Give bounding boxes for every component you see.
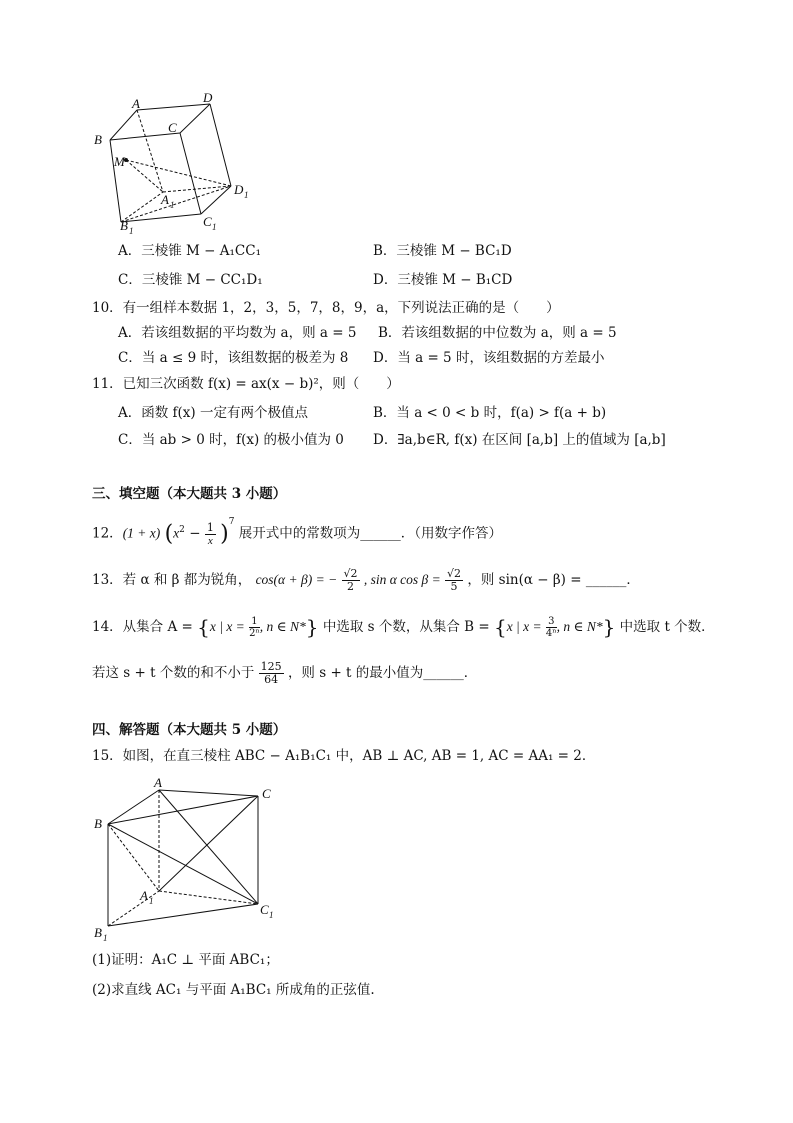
q10-stem: 10．有一组样本数据 1，2，3，5，7，8，9，a，下列说法正确的是（ ） — [92, 300, 560, 316]
q10-option-a: A．若该组数据的平均数为 a，则 a = 5 — [118, 325, 357, 341]
label-b1: B — [94, 925, 102, 940]
svg-text:1: 1 — [269, 910, 274, 920]
q9-figure — [88, 90, 268, 240]
q10-option-d: D．当 a = 5 时，该组数据的方差最小 — [373, 350, 605, 366]
section-4-title: 四、解答题（本大题共 5 小题） — [92, 722, 287, 738]
q11-option-c: C．当 ab > 0 时，f(x) 的极小值为 0 — [118, 432, 344, 448]
q10-option-b: B．若该组数据的中位数为 a，则 a = 5 — [378, 325, 617, 341]
q14-line1: 14．从集合 A = {x | x = $\frac{1}{\text{2ⁿ}}$ , n ∈ N*} 中选取 s 个数，从集合 B = {x | x = $\frac{3}{\text{4ⁿ}}$ , n ∈ N*} 中选取 t 个数． — [92, 615, 715, 639]
svg-text:1: 1 — [244, 190, 249, 200]
label-b: B — [94, 816, 102, 831]
label-a1: A — [140, 888, 148, 903]
q10-option-c: C．当 a ≤ 9 时，该组数据的极差为 8 — [118, 350, 349, 366]
q13: 13．若 α 和 β 都为锐角， cos(α + β) = − $\frac{√2}{2}$ , sin α cos β = $\frac{√2}{5}$ ，则 sin(α − β) = ______． — [92, 567, 640, 593]
svg-text:1: 1 — [212, 222, 217, 232]
q11-option-b: B．当 a < 0 < b 时，f(a) > f(a + b) — [373, 405, 607, 421]
label-d1: D — [234, 182, 244, 197]
svg-text:1: 1 — [103, 933, 108, 941]
label-a1: A — [161, 192, 169, 207]
label-b: B — [94, 132, 102, 147]
q15-part1: (1)证明：A₁C ⊥ 平面 ABC₁； — [92, 952, 279, 968]
q15-part2: (2)求直线 AC₁ 与平面 A₁BC₁ 所成角的正弦值. — [92, 982, 375, 998]
svg-text:1: 1 — [129, 226, 134, 236]
q14-line2: 若这 s + t 个数的和不小于 $\frac{125}{64}$ ，则 s + t 的最小值为______． — [92, 660, 478, 686]
q15-stem: 15．如图，在直三棱柱 ABC − A₁B₁C₁ 中，AB ⊥ AC, AB = 1, AC = AA₁ = 2． — [92, 748, 596, 764]
q11-option-a: A．函数 f(x) 一定有两个极值点 — [118, 405, 308, 421]
label-b1: B — [120, 218, 128, 233]
label-c: C — [168, 120, 177, 135]
label-c1: C — [203, 214, 212, 229]
q9-option-d: D．三棱锥 M − B₁CD — [373, 272, 513, 288]
section-3-title: 三、填空题（本大题共 3 小题） — [92, 486, 287, 502]
label-a: A — [154, 776, 162, 790]
label-c1: C — [260, 902, 269, 917]
q11-option-d: D．∃a,b∈R, f(x) 在区间 [a,b] 上的值域为 [a,b] — [373, 432, 666, 448]
q15-figure — [88, 776, 288, 941]
q12: 12．(1 + x) ($x^2$ − $\frac{1}{x}$ )$^7$ 展开式中的常数项为______．（用数字作答） — [92, 517, 502, 547]
q9-option-b: B．三棱锥 M − BC₁D — [373, 243, 512, 259]
q9-option-c: C．三棱锥 M − CC₁D₁ — [118, 272, 263, 288]
label-m: M — [114, 154, 125, 169]
label-c: C — [262, 786, 271, 801]
q9-option-a: A．三棱锥 M − A₁CC₁ — [118, 243, 261, 259]
svg-text:1: 1 — [170, 200, 175, 210]
q11-stem: 11．已知三次函数 f(x) = ax(x − b)²，则（ ） — [92, 376, 400, 392]
label-a: A — [132, 96, 140, 111]
label-d: D — [203, 90, 213, 105]
svg-text:1: 1 — [149, 896, 154, 906]
